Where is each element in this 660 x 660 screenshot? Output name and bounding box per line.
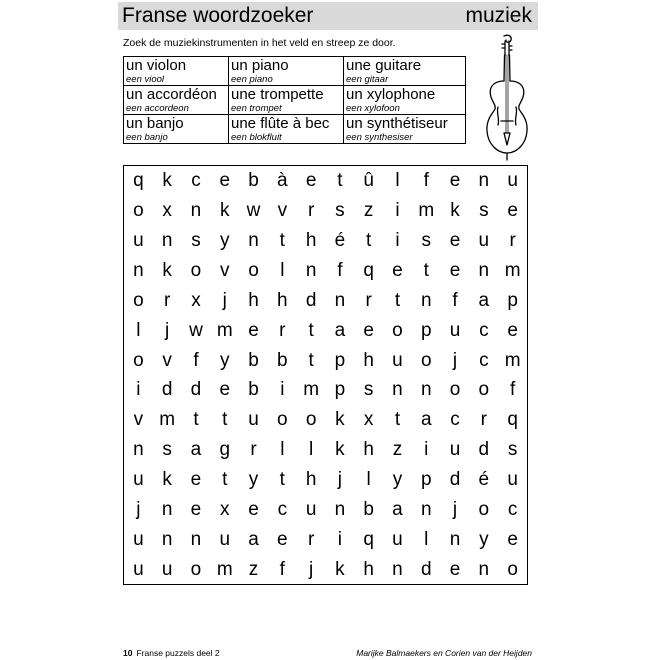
grid-letter-cell[interactable]: u [219, 528, 231, 550]
grid-letter-cell[interactable]: o [420, 349, 432, 371]
word-dutch: een xylofoon [346, 103, 400, 114]
grid-letter-cell[interactable]: c [277, 498, 288, 520]
grid-letter-cell[interactable]: a [392, 498, 403, 520]
grid-letter-cell[interactable]: k [335, 409, 345, 431]
grid-letter-cell[interactable]: k [450, 200, 460, 222]
word-dutch: een synthesiser [346, 132, 413, 143]
grid-letter-cell[interactable]: à [277, 170, 288, 192]
grid-letter-cell[interactable]: t [394, 289, 401, 311]
grid-letter-cell[interactable]: e [449, 230, 461, 252]
grid-letter-cell[interactable]: f [423, 170, 429, 192]
word-dutch: een piano [231, 74, 273, 85]
grid-letter-cell[interactable]: t [193, 409, 199, 431]
word-french: un synthétiseur [346, 115, 448, 132]
grid-letter-cell[interactable]: o [449, 379, 461, 401]
grid-letter-cell[interactable]: k [335, 439, 345, 461]
grid-letter-cell[interactable]: u [133, 468, 144, 490]
grid-letter-cell[interactable]: n [334, 498, 346, 520]
grid-letter-cell[interactable]: o [133, 289, 144, 311]
grid-letter-cell[interactable]: e [190, 468, 202, 490]
grid-letter-cell[interactable]: s [421, 230, 431, 252]
word-french: une trompette [231, 86, 324, 103]
grid-letter-cell[interactable]: q [363, 528, 374, 550]
grid-letter-cell[interactable]: f [279, 558, 285, 580]
grid-letter-cell[interactable]: o [133, 349, 144, 371]
grid-letter-cell[interactable]: o [507, 558, 518, 580]
grid-letter-cell[interactable]: u [248, 409, 259, 431]
grid-letter-cell[interactable]: n [305, 259, 317, 281]
grid-letter-cell[interactable]: n [478, 259, 490, 281]
grid-letter-cell[interactable]: v [133, 409, 144, 431]
grid-letter-cell[interactable]: u [133, 230, 144, 252]
grid-letter-cell[interactable]: n [161, 528, 173, 550]
grid-letter-cell[interactable]: s [479, 200, 489, 222]
grid-letter-cell[interactable]: n [478, 558, 490, 580]
word-french: un piano [231, 57, 289, 74]
grid-letter-cell[interactable]: i [395, 200, 400, 222]
grid-letter-cell[interactable]: o [248, 259, 259, 281]
grid-letter-cell[interactable]: b [248, 349, 259, 371]
grid-letter-cell[interactable]: c [479, 349, 489, 371]
book-title: Franse puzzels deel 2 [136, 648, 220, 658]
grid-letter-cell[interactable]: x [162, 200, 172, 222]
grid-letter-cell[interactable]: t [366, 230, 372, 252]
grid-letter-cell[interactable]: i [395, 230, 400, 252]
grid-letter-cell[interactable]: q [507, 409, 518, 431]
grid-letter-cell[interactable]: e [507, 319, 518, 341]
grid-letter-cell[interactable]: k [219, 200, 230, 222]
grid-letter-cell[interactable]: é [478, 468, 490, 490]
grid-letter-cell[interactable]: l [395, 170, 400, 192]
grid-letter-cell[interactable]: r [307, 200, 315, 222]
word-french: une flûte à bec [231, 115, 330, 132]
page-header [118, 2, 538, 30]
grid-letter-cell[interactable]: m [216, 558, 233, 580]
grid-letter-cell[interactable]: d [478, 439, 490, 461]
grid-letter-cell[interactable]: e [190, 498, 202, 520]
word-dutch: een gitaar [346, 74, 389, 85]
grid-letter-cell[interactable]: z [392, 439, 403, 461]
grid-letter-cell[interactable]: b [277, 349, 288, 371]
grid-letter-cell[interactable]: b [248, 170, 259, 192]
grid-letter-cell[interactable]: e [219, 170, 231, 192]
grid-letter-cell[interactable]: v [219, 259, 230, 281]
grid-letter-cell[interactable]: x [191, 289, 201, 311]
grid-letter-cell[interactable]: l [366, 468, 371, 490]
grid-letter-cell[interactable]: h [248, 289, 259, 311]
grid-letter-cell[interactable]: m [504, 349, 521, 371]
grid-letter-cell[interactable]: h [363, 558, 374, 580]
grid-letter-cell[interactable]: c [191, 170, 201, 192]
word-row [124, 115, 466, 144]
word-row [124, 57, 466, 86]
word-french: un violon [126, 57, 187, 74]
grid-letter-cell[interactable]: k [162, 170, 172, 192]
word-dutch: een viool [126, 74, 165, 85]
grid-letter-cell[interactable]: n [420, 498, 432, 520]
word-french: une guitare [346, 57, 422, 74]
grid-letter-cell[interactable]: l [308, 439, 314, 461]
word-cell [124, 57, 229, 86]
grid-letter-cell[interactable]: j [308, 558, 314, 580]
grid-letter-cell[interactable]: h [305, 230, 317, 252]
grid-letter-cell[interactable]: n [133, 439, 144, 461]
grid-letter-cell[interactable]: k [162, 259, 172, 281]
grid-letter-cell[interactable]: v [162, 349, 172, 371]
grid-letter-cell[interactable]: r [250, 439, 257, 461]
word-dutch: een accordeon [126, 103, 189, 114]
word-cell [229, 57, 344, 86]
grid-letter-cell[interactable]: z [363, 200, 374, 222]
grid-letter-cell[interactable]: f [509, 379, 516, 401]
grid-letter-cell[interactable]: i [280, 379, 285, 401]
grid-letter-cell[interactable]: u [449, 439, 461, 461]
double-bass-icon [480, 33, 534, 161]
grid-letter-cell[interactable]: e [248, 498, 259, 520]
grid-letter-cell[interactable]: û [363, 170, 374, 192]
grid-letter-cell[interactable]: j [222, 289, 227, 311]
grid-letter-cell[interactable]: g [219, 439, 231, 461]
grid-letter-cell[interactable]: f [193, 349, 199, 371]
word-dutch: een banjo [126, 132, 168, 143]
grid-letter-cell[interactable]: r [307, 528, 315, 550]
grid-letter-cell[interactable]: y [248, 468, 259, 490]
word-search-grid [123, 165, 528, 585]
grid-letter-cell[interactable]: a [190, 439, 202, 461]
grid-letter-cell[interactable]: d [449, 468, 461, 490]
grid-letter-cell[interactable]: m [216, 319, 233, 341]
grid-letter-cell[interactable]: n [420, 379, 432, 401]
grid-letter-cell[interactable]: z [248, 558, 259, 580]
grid-letter-cell[interactable]: n [478, 170, 490, 192]
grid-letter-cell[interactable]: o [478, 379, 490, 401]
grid-letter-cell[interactable]: n [133, 259, 144, 281]
grid-letter-cell[interactable]: a [248, 528, 259, 550]
grid-letter-cell[interactable]: q [363, 259, 374, 281]
grid-letter-cell[interactable]: a [420, 409, 432, 431]
grid-letter-cell[interactable]: o [133, 200, 144, 222]
grid-letter-cell[interactable]: p [334, 379, 346, 401]
grid-letter-cell[interactable]: y [392, 468, 403, 490]
grid-letter-cell[interactable]: r [480, 409, 487, 431]
grid-letter-cell[interactable]: t [222, 409, 228, 431]
grid-letter-cell[interactable]: h [277, 289, 288, 311]
grid-letter-cell[interactable]: i [136, 379, 141, 401]
page-number: 10 [123, 648, 133, 658]
word-cell [344, 115, 466, 144]
grid-letter-cell[interactable]: o [190, 558, 202, 580]
grid-letter-cell[interactable]: b [248, 379, 259, 401]
grid-letter-cell[interactable]: l [424, 528, 429, 550]
grid-letter-cell[interactable]: n [392, 558, 403, 580]
grid-letter-cell[interactable]: t [308, 319, 314, 341]
grid-letter-cell[interactable]: u [392, 349, 403, 371]
grid-letter-cell[interactable]: s [507, 439, 518, 461]
grid-letter-cell[interactable]: u [507, 468, 518, 490]
word-cell [344, 57, 466, 86]
word-dutch: een blokfluit [231, 132, 282, 143]
grid-letter-cell[interactable]: i [424, 439, 429, 461]
grid-letter-cell[interactable]: e [449, 558, 461, 580]
grid-letter-cell[interactable]: o [305, 409, 317, 431]
grid-letter-cell[interactable]: f [337, 259, 343, 281]
grid-letter-cell[interactable]: n [190, 200, 202, 222]
word-cell [229, 115, 344, 144]
word-list-table [123, 56, 466, 144]
grid-letter-cell[interactable]: a [334, 319, 346, 341]
grid-letter-cell[interactable]: q [133, 170, 144, 192]
page-title: Franse woordzoeker [122, 4, 314, 27]
grid-letter-cell[interactable]: m [303, 379, 320, 401]
grid-letter-cell[interactable]: r [509, 230, 516, 252]
grid-letter-cell[interactable]: r [365, 289, 372, 311]
grid-letter-cell[interactable]: t [337, 170, 343, 192]
grid-letter-cell[interactable]: y [219, 349, 230, 371]
grid-letter-cell[interactable]: o [478, 498, 490, 520]
grid-letter-cell[interactable]: l [136, 319, 141, 341]
grid-letter-cell[interactable]: h [305, 468, 317, 490]
grid-letter-cell[interactable]: o [277, 409, 288, 431]
word-french: un xylophone [346, 86, 436, 103]
word-cell [344, 86, 466, 115]
grid-letter-cell[interactable]: n [190, 528, 202, 550]
grid-letter-cell[interactable]: s [191, 230, 201, 252]
grid-letter-cell[interactable]: o [392, 319, 403, 341]
grid-letter-cell[interactable]: a [478, 289, 490, 311]
grid-letter-cell[interactable]: e [449, 259, 461, 281]
footer-book-info [123, 648, 220, 658]
word-cell [124, 86, 229, 115]
grid-letter-cell[interactable]: w [246, 200, 261, 222]
grid-letter-cell[interactable]: o [190, 259, 202, 281]
grid-letter-cell[interactable]: m [504, 259, 521, 281]
grid-letter-cell[interactable]: b [363, 498, 374, 520]
grid-letter-cell[interactable]: i [337, 528, 342, 550]
grid-letter-cell[interactable]: t [308, 349, 314, 371]
grid-letter-cell[interactable]: t [394, 409, 401, 431]
grid-letter-cell[interactable]: t [222, 468, 228, 490]
grid-letter-cell[interactable]: x [219, 498, 230, 520]
grid-letter-cell[interactable]: s [363, 379, 374, 401]
word-dutch: een trompet [231, 103, 282, 114]
grid-letter-cell[interactable]: t [423, 259, 429, 281]
grid-letter-cell[interactable]: l [280, 439, 285, 461]
grid-letter-cell[interactable]: j [452, 498, 458, 520]
grid-letter-cell[interactable]: p [420, 319, 432, 341]
grid-letter-cell[interactable]: p [507, 289, 518, 311]
grid-letter-cell[interactable]: h [363, 439, 374, 461]
grid-letter-cell[interactable]: n [420, 289, 432, 311]
word-cell [124, 115, 229, 144]
word-french: un accordéon [126, 86, 217, 103]
grid-letter-cell[interactable]: f [452, 289, 458, 311]
grid-letter-cell[interactable]: e [219, 379, 231, 401]
instruction-text: Zoek de muziekinstrumenten in het veld en streep ze door. [123, 37, 396, 49]
grid-letter-cell[interactable]: c [450, 409, 460, 431]
grid-letter-cell[interactable]: n [392, 379, 403, 401]
grid-letter-cell[interactable]: e [248, 319, 259, 341]
grid-letter-cell[interactable]: y [219, 230, 230, 252]
grid-letter-cell[interactable]: d [305, 289, 317, 311]
grid-letter-cell[interactable]: x [363, 409, 374, 431]
grid-letter-cell[interactable]: u [133, 528, 144, 550]
grid-letter-cell[interactable]: j [337, 468, 342, 490]
grid-letter-cell[interactable]: u [133, 558, 144, 580]
grid-letter-cell[interactable]: p [420, 468, 432, 490]
grid-letter-cell[interactable]: e [507, 200, 518, 222]
grid-letter-cell[interactable]: e [363, 319, 374, 341]
grid-letter-cell[interactable]: d [161, 379, 173, 401]
grid-letter-cell[interactable]: d [420, 558, 432, 580]
grid-letter-cell[interactable]: k [335, 558, 345, 580]
grid-letter-cell[interactable]: h [363, 349, 374, 371]
word-french: un banjo [126, 115, 184, 132]
grid-letter-cell[interactable]: u [449, 319, 461, 341]
page-topic: muziek [465, 4, 532, 27]
footer-authors: Marijke Balmaekers en Corien van der Heijden [356, 648, 532, 658]
grid-letter-cell[interactable]: c [479, 319, 489, 341]
grid-letter-cell[interactable]: l [280, 259, 285, 281]
grid-letter-cell[interactable]: r [164, 289, 171, 311]
grid-letter-cell[interactable]: d [190, 379, 202, 401]
grid-letter-cell[interactable]: s [162, 439, 172, 461]
grid-letter-cell[interactable]: u [507, 170, 518, 192]
grid-letter-cell[interactable]: j [165, 319, 170, 341]
grid-letter-cell[interactable]: t [279, 230, 285, 252]
grid-letter-cell[interactable]: n [334, 289, 346, 311]
grid-letter-cell[interactable]: n [449, 528, 461, 550]
grid-letter-cell[interactable]: n [161, 230, 173, 252]
grid-letter-cell[interactable]: e [305, 170, 317, 192]
grid-letter-cell[interactable]: n [161, 498, 173, 520]
grid-letter-cell[interactable]: t [279, 468, 285, 490]
grid-letter-cell[interactable]: k [162, 468, 172, 490]
grid-letter-cell[interactable]: p [334, 349, 346, 371]
word-cell [229, 86, 344, 115]
grid-letter-cell[interactable]: m [159, 409, 176, 431]
grid-letter-cell[interactable]: c [507, 498, 518, 520]
grid-letter-cell[interactable]: u [161, 558, 173, 580]
grid-letter-cell[interactable]: v [277, 200, 288, 222]
grid-letter-cell[interactable]: m [418, 200, 435, 222]
grid-letter-cell[interactable]: w [189, 319, 203, 341]
grid-letter-cell[interactable]: j [136, 498, 141, 520]
grid-letter-cell[interactable]: e [277, 528, 288, 550]
grid-letter-cell[interactable]: u [392, 528, 403, 550]
grid-letter-cell[interactable]: e [507, 528, 518, 550]
grid-letter-cell[interactable]: u [305, 498, 317, 520]
grid-letter-cell[interactable]: e [392, 259, 403, 281]
grid-letter-cell[interactable]: n [248, 230, 259, 252]
grid-letter-cell[interactable]: e [449, 170, 461, 192]
word-row [124, 86, 466, 115]
grid-letter-cell[interactable]: y [479, 528, 489, 550]
grid-letter-cell[interactable]: é [334, 230, 346, 252]
grid-letter-cell[interactable]: s [335, 200, 345, 222]
grid-letter-cell[interactable]: r [279, 319, 286, 341]
grid-letter-cell[interactable]: j [452, 349, 458, 371]
grid-letter-cell[interactable]: u [478, 230, 490, 252]
